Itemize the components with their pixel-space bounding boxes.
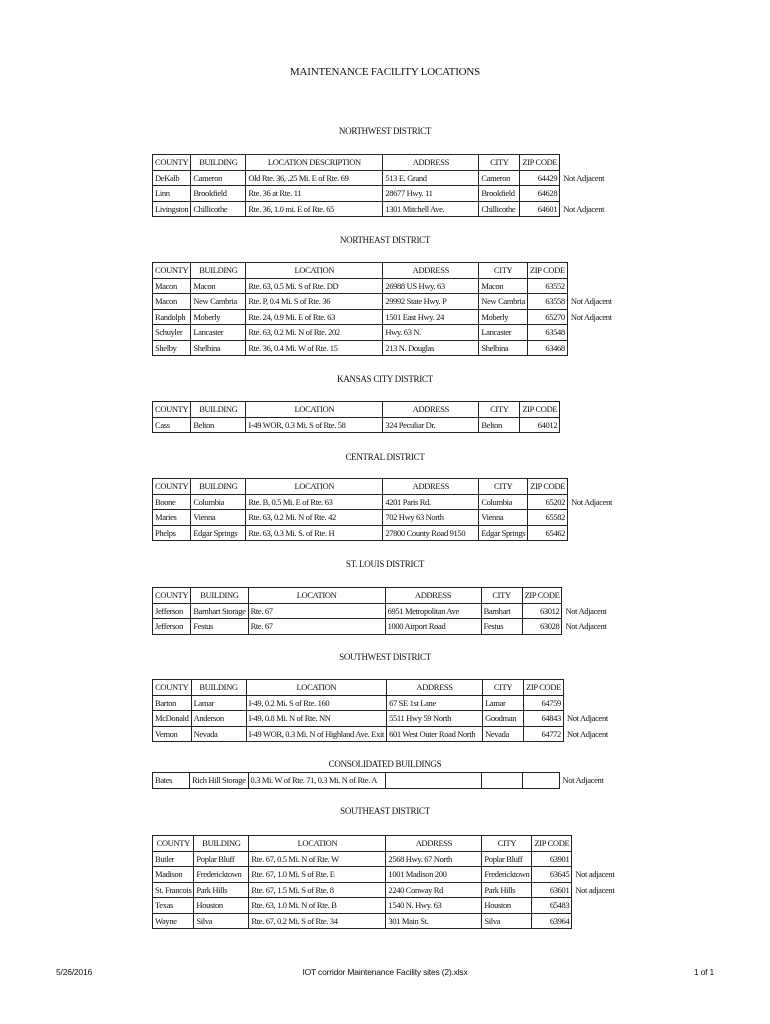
footer-page-number: 1 of 1 bbox=[693, 967, 714, 977]
column-header: LOCATION bbox=[249, 836, 386, 852]
adjacency-note: Not Adjacent bbox=[571, 496, 612, 507]
column-header: CITY bbox=[482, 836, 532, 852]
district-heading: CENTRAL DISTRICT bbox=[345, 452, 425, 462]
table-cell: Macon bbox=[479, 278, 528, 294]
table-header-row bbox=[153, 263, 634, 279]
column-header: ZIP CODE bbox=[527, 263, 567, 279]
page-title: MAINTENANCE FACILITY LOCATIONS bbox=[289, 66, 481, 78]
column-header: BUILDING bbox=[191, 402, 246, 418]
column-header: BUILDING bbox=[191, 479, 246, 495]
table-cell: 4201 Paris Rd. bbox=[383, 494, 479, 510]
table-cell: Rte. 67, 0.5 Mi. N of Rte. W bbox=[249, 851, 386, 867]
table-row bbox=[153, 186, 626, 202]
district-heading: SOUTHEAST DISTRICT bbox=[340, 806, 430, 816]
column-header bbox=[563, 680, 629, 696]
column-header: ADDRESS bbox=[383, 155, 479, 171]
table-cell: Lamar bbox=[483, 695, 524, 711]
table-cell: Columbia bbox=[191, 494, 246, 510]
table-cell: 65483 bbox=[532, 898, 572, 914]
table-cell bbox=[385, 773, 481, 789]
table-cell: 513 E. Grand bbox=[383, 170, 479, 186]
table-row bbox=[153, 867, 638, 883]
district-heading: CONSOLIDATED BUILDINGS bbox=[328, 759, 442, 769]
table-cell: Maries bbox=[153, 510, 191, 526]
table-row bbox=[153, 913, 638, 929]
column-header: LOCATION bbox=[246, 479, 383, 495]
table-cell: Rte. P, 0.4 Mi. S of Rte. 36 bbox=[246, 294, 383, 310]
table-cell: Chillicothe bbox=[191, 201, 246, 217]
table-cell: 1501 East Hwy. 24 bbox=[383, 309, 479, 325]
table-cell: Brookfield bbox=[191, 186, 246, 202]
table-cell: 63645 bbox=[532, 867, 572, 883]
adjacency-note: Not Adjacent bbox=[563, 203, 605, 214]
column-header: CITY bbox=[479, 155, 520, 171]
column-header: LOCATION bbox=[246, 402, 383, 418]
table-cell: 63601 bbox=[532, 882, 572, 898]
table-cell: Lancaster bbox=[479, 325, 528, 341]
table-cell: Boone bbox=[153, 494, 191, 510]
table-cell: 5511 Hwy 59 North bbox=[387, 711, 483, 727]
table-cell: Rte. 36, 1.0 mi. E of Rte. 65 bbox=[246, 201, 383, 217]
table-cell: 64759 bbox=[524, 695, 564, 711]
facility-table bbox=[152, 772, 625, 789]
table-row bbox=[153, 711, 630, 727]
column-header: ADDRESS bbox=[385, 588, 481, 604]
table-cell: 1540 N. Hwy. 63 bbox=[386, 898, 482, 914]
footer-date: 5/26/2016 bbox=[56, 967, 93, 977]
table-cell: 67 SE 1st Lane bbox=[387, 695, 483, 711]
table-cell: 64429 bbox=[520, 170, 560, 186]
district-heading: SOUTHWEST DISTRICT bbox=[339, 652, 431, 662]
table-row bbox=[153, 278, 634, 294]
adjacency-note bbox=[567, 325, 633, 341]
column-header: CITY bbox=[481, 588, 522, 604]
column-header: ZIP CODE bbox=[524, 680, 564, 696]
table-cell: Barnhart Storage bbox=[191, 603, 248, 619]
table-cell: 301 Main St. bbox=[386, 913, 482, 929]
table-row bbox=[153, 619, 628, 635]
column-header: COUNTY bbox=[153, 402, 191, 418]
column-header: ADDRESS bbox=[383, 479, 479, 495]
table-cell: 26988 US Hwy. 63 bbox=[383, 278, 479, 294]
adjacency-note bbox=[568, 525, 634, 541]
table-cell: Brookfield bbox=[479, 186, 520, 202]
column-header: COUNTY bbox=[153, 588, 191, 604]
table-cell: Festus bbox=[191, 619, 248, 635]
table-cell: New Cambria bbox=[191, 294, 246, 310]
table-cell: 63552 bbox=[527, 278, 567, 294]
table-row bbox=[153, 417, 626, 433]
table-cell: Linn bbox=[153, 186, 191, 202]
column-header: COUNTY bbox=[153, 680, 192, 696]
table-cell: Wayne bbox=[153, 913, 194, 929]
adjacency-note: Not Adjacent bbox=[566, 713, 608, 724]
table-cell: 324 Peculiar Dr. bbox=[383, 417, 479, 433]
table-cell: Jefferson bbox=[153, 603, 191, 619]
column-header: ADDRESS bbox=[386, 836, 482, 852]
column-header: BUILDING bbox=[194, 836, 249, 852]
table-cell: Texas bbox=[153, 898, 194, 914]
column-header: BUILDING bbox=[191, 680, 246, 696]
column-header: CITY bbox=[479, 479, 528, 495]
footer-filename: IOT corridor Maintenance Facility sites (2).xlsx bbox=[302, 967, 468, 977]
table-row bbox=[153, 695, 630, 711]
table-cell: Barton bbox=[153, 695, 192, 711]
table-cell: Festus bbox=[481, 619, 522, 635]
table-cell: 64772 bbox=[524, 726, 564, 742]
table-cell: Poplar Bluff bbox=[194, 851, 249, 867]
table-cell: 213 N. Douglas bbox=[383, 340, 479, 356]
adjacency-note: Not Adjacent bbox=[562, 775, 604, 786]
table-cell: Livingston bbox=[153, 201, 191, 217]
table-cell: Park Hills bbox=[194, 882, 249, 898]
column-header bbox=[572, 836, 638, 852]
table-cell: Rte. 63, 0.5 Mi. S of Rte. DD bbox=[246, 278, 383, 294]
table-cell: 27800 County Road 9150 bbox=[383, 525, 479, 541]
table-row bbox=[153, 340, 634, 356]
table-cell: Vienna bbox=[479, 510, 528, 526]
table-cell: 28677 Hwy. 11 bbox=[383, 186, 479, 202]
column-header: COUNTY bbox=[153, 155, 191, 171]
table-cell: Vienna bbox=[191, 510, 246, 526]
table-cell: Randolph bbox=[153, 309, 191, 325]
facility-table bbox=[152, 835, 638, 929]
table-cell: 64628 bbox=[520, 186, 560, 202]
column-header: CITY bbox=[479, 402, 520, 418]
table-cell: Cameron bbox=[479, 170, 520, 186]
facility-table bbox=[152, 478, 634, 541]
table-row bbox=[153, 325, 634, 341]
table-cell: 65202 bbox=[528, 494, 568, 510]
table-cell: 64012 bbox=[520, 417, 560, 433]
table-cell: DeKalb bbox=[153, 170, 191, 186]
column-header: ADDRESS bbox=[383, 402, 479, 418]
table-cell: Butler bbox=[153, 851, 194, 867]
table-cell: Goodman bbox=[483, 711, 524, 727]
table-cell: Nevada bbox=[483, 726, 524, 742]
table-row bbox=[153, 494, 634, 510]
table-cell: Silva bbox=[194, 913, 249, 929]
table-cell: I-49 WOR, 0.3 Mi. S of Rte. 58 bbox=[246, 417, 383, 433]
table-row bbox=[153, 726, 630, 742]
table-cell: 64843 bbox=[524, 711, 564, 727]
facility-table bbox=[152, 587, 628, 635]
table-cell: Cameron bbox=[191, 170, 246, 186]
table-row bbox=[153, 309, 634, 325]
table-header-row bbox=[153, 588, 628, 604]
column-header bbox=[567, 263, 633, 279]
table-cell: Phelps bbox=[153, 525, 191, 541]
table-cell: Lancaster bbox=[191, 325, 246, 341]
table-cell: Lamar bbox=[191, 695, 246, 711]
table-cell: Nevada bbox=[191, 726, 246, 742]
table-cell: 1000 Airport Road bbox=[385, 619, 481, 635]
table-row bbox=[153, 510, 634, 526]
table-cell: 1301 Mitchell Ave. bbox=[383, 201, 479, 217]
table-cell: Rte. 24, 0.9 Mi. E of Rte. 63 bbox=[246, 309, 383, 325]
column-header: ZIP CODE bbox=[528, 479, 568, 495]
table-cell: 63964 bbox=[532, 913, 572, 929]
table-cell: I-49, 0.8 Mi. N of Rte. NN bbox=[246, 711, 387, 727]
table-cell: Rte. 36, 0.4 Mi. W of Rte. 15 bbox=[246, 340, 383, 356]
table-cell: Rte. 63, 0.3 Mi. S. of Rte. H bbox=[246, 525, 383, 541]
table-cell: Edgar Springs bbox=[479, 525, 528, 541]
adjacency-note: Not Adjacent bbox=[565, 621, 607, 632]
adjacency-note bbox=[567, 340, 633, 356]
table-cell: 6951 Metropolitan Ave bbox=[385, 603, 481, 619]
table-cell: Rte. 63, 0.2 Mi. N of Rte. 202 bbox=[246, 325, 383, 341]
table-cell: McDonald bbox=[153, 711, 192, 727]
table-header-row bbox=[153, 155, 626, 171]
column-header: LOCATION bbox=[248, 588, 385, 604]
column-header: BUILDING bbox=[191, 263, 246, 279]
adjacency-note bbox=[563, 695, 629, 711]
table-cell: Macon bbox=[153, 278, 191, 294]
column-header bbox=[568, 479, 634, 495]
table-cell: 65582 bbox=[528, 510, 568, 526]
table-cell: 63548 bbox=[527, 325, 567, 341]
table-cell: Old Rte. 36, .25 Mi. E of Rte. 69 bbox=[246, 170, 383, 186]
table-cell: Moberly bbox=[191, 309, 246, 325]
table-row bbox=[153, 773, 625, 789]
district-heading: KANSAS CITY DISTRICT bbox=[337, 374, 433, 384]
adjacency-note bbox=[572, 851, 638, 867]
adjacency-note bbox=[560, 417, 626, 433]
column-header bbox=[560, 155, 626, 171]
column-header: ADDRESS bbox=[387, 680, 483, 696]
table-cell: 64601 bbox=[520, 201, 560, 217]
column-header: COUNTY bbox=[153, 263, 191, 279]
table-cell: Shelby bbox=[153, 340, 191, 356]
table-cell: Rte. 36 at Rte. 11 bbox=[246, 186, 383, 202]
table-row bbox=[153, 201, 626, 217]
table-cell: Rte. 67, 1.5 Mi. S of Rte. 8 bbox=[249, 882, 386, 898]
table-row bbox=[153, 851, 638, 867]
table-cell: Vernon bbox=[153, 726, 192, 742]
column-header: LOCATION bbox=[246, 680, 387, 696]
table-cell: Rte. 67 bbox=[248, 603, 385, 619]
table-cell: 601 West Outer Road North bbox=[387, 726, 483, 742]
column-header: LOCATION bbox=[246, 263, 383, 279]
column-header: CITY bbox=[483, 680, 524, 696]
table-header-row bbox=[153, 402, 626, 418]
table-cell: Fredericktown bbox=[194, 867, 249, 883]
table-row bbox=[153, 294, 634, 310]
column-header bbox=[562, 588, 628, 604]
table-cell: Barnhart bbox=[481, 603, 522, 619]
table-row bbox=[153, 898, 638, 914]
facility-table bbox=[152, 679, 630, 742]
table-cell: 702 Hwy 63 North bbox=[383, 510, 479, 526]
table-cell: Rte. 67 bbox=[248, 619, 385, 635]
column-header: LOCATION DESCRIPTION bbox=[246, 155, 383, 171]
facility-table bbox=[152, 262, 634, 356]
column-header: CITY bbox=[479, 263, 528, 279]
table-cell: Macon bbox=[153, 294, 191, 310]
table-cell: 2568 Hwy. 67 North bbox=[386, 851, 482, 867]
table-cell: Chillicothe bbox=[479, 201, 520, 217]
table-cell: Columbia bbox=[479, 494, 528, 510]
table-cell: 2240 Conway Rd bbox=[386, 882, 482, 898]
table-cell: Moberly bbox=[479, 309, 528, 325]
table-cell: 63012 bbox=[522, 603, 562, 619]
table-cell: 63028 bbox=[522, 619, 562, 635]
table-cell: Edgar Springs bbox=[191, 525, 246, 541]
table-cell bbox=[481, 773, 522, 789]
table-row bbox=[153, 170, 626, 186]
table-cell: Shelbina bbox=[479, 340, 528, 356]
table-cell: 0.3 Mi. W of Rte. 71, 0.3 Mi. N of Rte. A bbox=[248, 773, 385, 789]
table-cell: Jefferson bbox=[153, 619, 191, 635]
table-cell: Houston bbox=[482, 898, 532, 914]
facility-table bbox=[152, 154, 626, 217]
column-header: ZIP CODE bbox=[520, 402, 560, 418]
adjacency-note bbox=[560, 186, 626, 202]
table-header-row bbox=[153, 680, 630, 696]
table-cell: Bates bbox=[153, 773, 190, 789]
column-header bbox=[560, 402, 626, 418]
table-cell: Rte. B, 0.5 Mi. E of Rte. 63 bbox=[246, 494, 383, 510]
adjacency-note: Not Adjacent bbox=[570, 296, 612, 307]
adjacency-note: Not adjacent bbox=[575, 884, 615, 895]
table-cell: Macon bbox=[191, 278, 246, 294]
table-cell: St. Francois bbox=[153, 882, 194, 898]
column-header: BUILDING bbox=[191, 155, 246, 171]
adjacency-note: Not adjacent bbox=[575, 869, 615, 880]
column-header: ZIP CODE bbox=[532, 836, 572, 852]
table-cell: 63468 bbox=[527, 340, 567, 356]
table-cell: Rte. 63, 1.0 Mi. N of Rte. B bbox=[249, 898, 386, 914]
adjacency-note bbox=[572, 913, 638, 929]
table-cell: I-49 WOR, 0.3 Mi. N of Highland Ave. Exit bbox=[246, 726, 387, 742]
adjacency-note: Not Adjacent bbox=[565, 605, 607, 616]
table-cell: Cass bbox=[153, 417, 191, 433]
column-header: ADDRESS bbox=[383, 263, 479, 279]
column-header: ZIP CODE bbox=[520, 155, 560, 171]
table-header-row bbox=[153, 479, 634, 495]
table-cell: 63901 bbox=[532, 851, 572, 867]
table-cell: Madison bbox=[153, 867, 194, 883]
table-cell: Rte. 63, 0.2 Mi. N of Rte. 42 bbox=[246, 510, 383, 526]
table-cell: 1001 Madison 200 bbox=[386, 867, 482, 883]
adjacency-note: Not Adjacent bbox=[563, 172, 605, 183]
column-header: COUNTY bbox=[153, 836, 194, 852]
table-cell bbox=[522, 773, 559, 789]
table-cell: 29992 State Hwy. P bbox=[383, 294, 479, 310]
facility-table bbox=[152, 401, 626, 433]
adjacency-note: Not Adjacent bbox=[570, 311, 612, 322]
table-cell: Rte. 67, 1.0 Mi. S of Rte. E bbox=[249, 867, 386, 883]
table-row bbox=[153, 882, 638, 898]
column-header: ZIP CODE bbox=[522, 588, 562, 604]
table-cell: New Cambria bbox=[479, 294, 528, 310]
table-row bbox=[153, 603, 628, 619]
table-cell: 65462 bbox=[528, 525, 568, 541]
table-cell: Poplar Bluff bbox=[482, 851, 532, 867]
district-heading: ST. LOUIS DISTRICT bbox=[345, 559, 425, 569]
district-heading: NORTHWEST DISTRICT bbox=[338, 126, 432, 136]
table-cell: Rte. 67, 0.2 Mi. S of Rte. 34 bbox=[249, 913, 386, 929]
adjacency-note: Not Adjacent bbox=[566, 728, 608, 739]
district-heading: NORTHEAST DISTRICT bbox=[339, 235, 431, 245]
table-cell: Shelbina bbox=[191, 340, 246, 356]
table-cell: Belton bbox=[191, 417, 246, 433]
adjacency-note bbox=[567, 278, 633, 294]
table-header-row bbox=[153, 836, 638, 852]
table-cell: I-49, 0.2 Mi. S of Rte. 160 bbox=[246, 695, 387, 711]
table-cell: Fredericktown bbox=[482, 867, 532, 883]
table-row bbox=[153, 525, 634, 541]
table-cell: 63558 bbox=[527, 294, 567, 310]
adjacency-note bbox=[568, 510, 634, 526]
table-cell: Anderson bbox=[191, 711, 246, 727]
table-cell: Belton bbox=[479, 417, 520, 433]
adjacency-note bbox=[572, 898, 638, 914]
table-cell: Park Hills bbox=[482, 882, 532, 898]
table-cell: Houston bbox=[194, 898, 249, 914]
column-header: COUNTY bbox=[153, 479, 191, 495]
table-cell: Silva bbox=[482, 913, 532, 929]
table-cell: Schuyler bbox=[153, 325, 191, 341]
table-cell: Rich Hill Storage bbox=[190, 773, 249, 789]
column-header: BUILDING bbox=[191, 588, 248, 604]
table-cell: Hwy. 63 N. bbox=[383, 325, 479, 341]
table-cell: 65270 bbox=[527, 309, 567, 325]
